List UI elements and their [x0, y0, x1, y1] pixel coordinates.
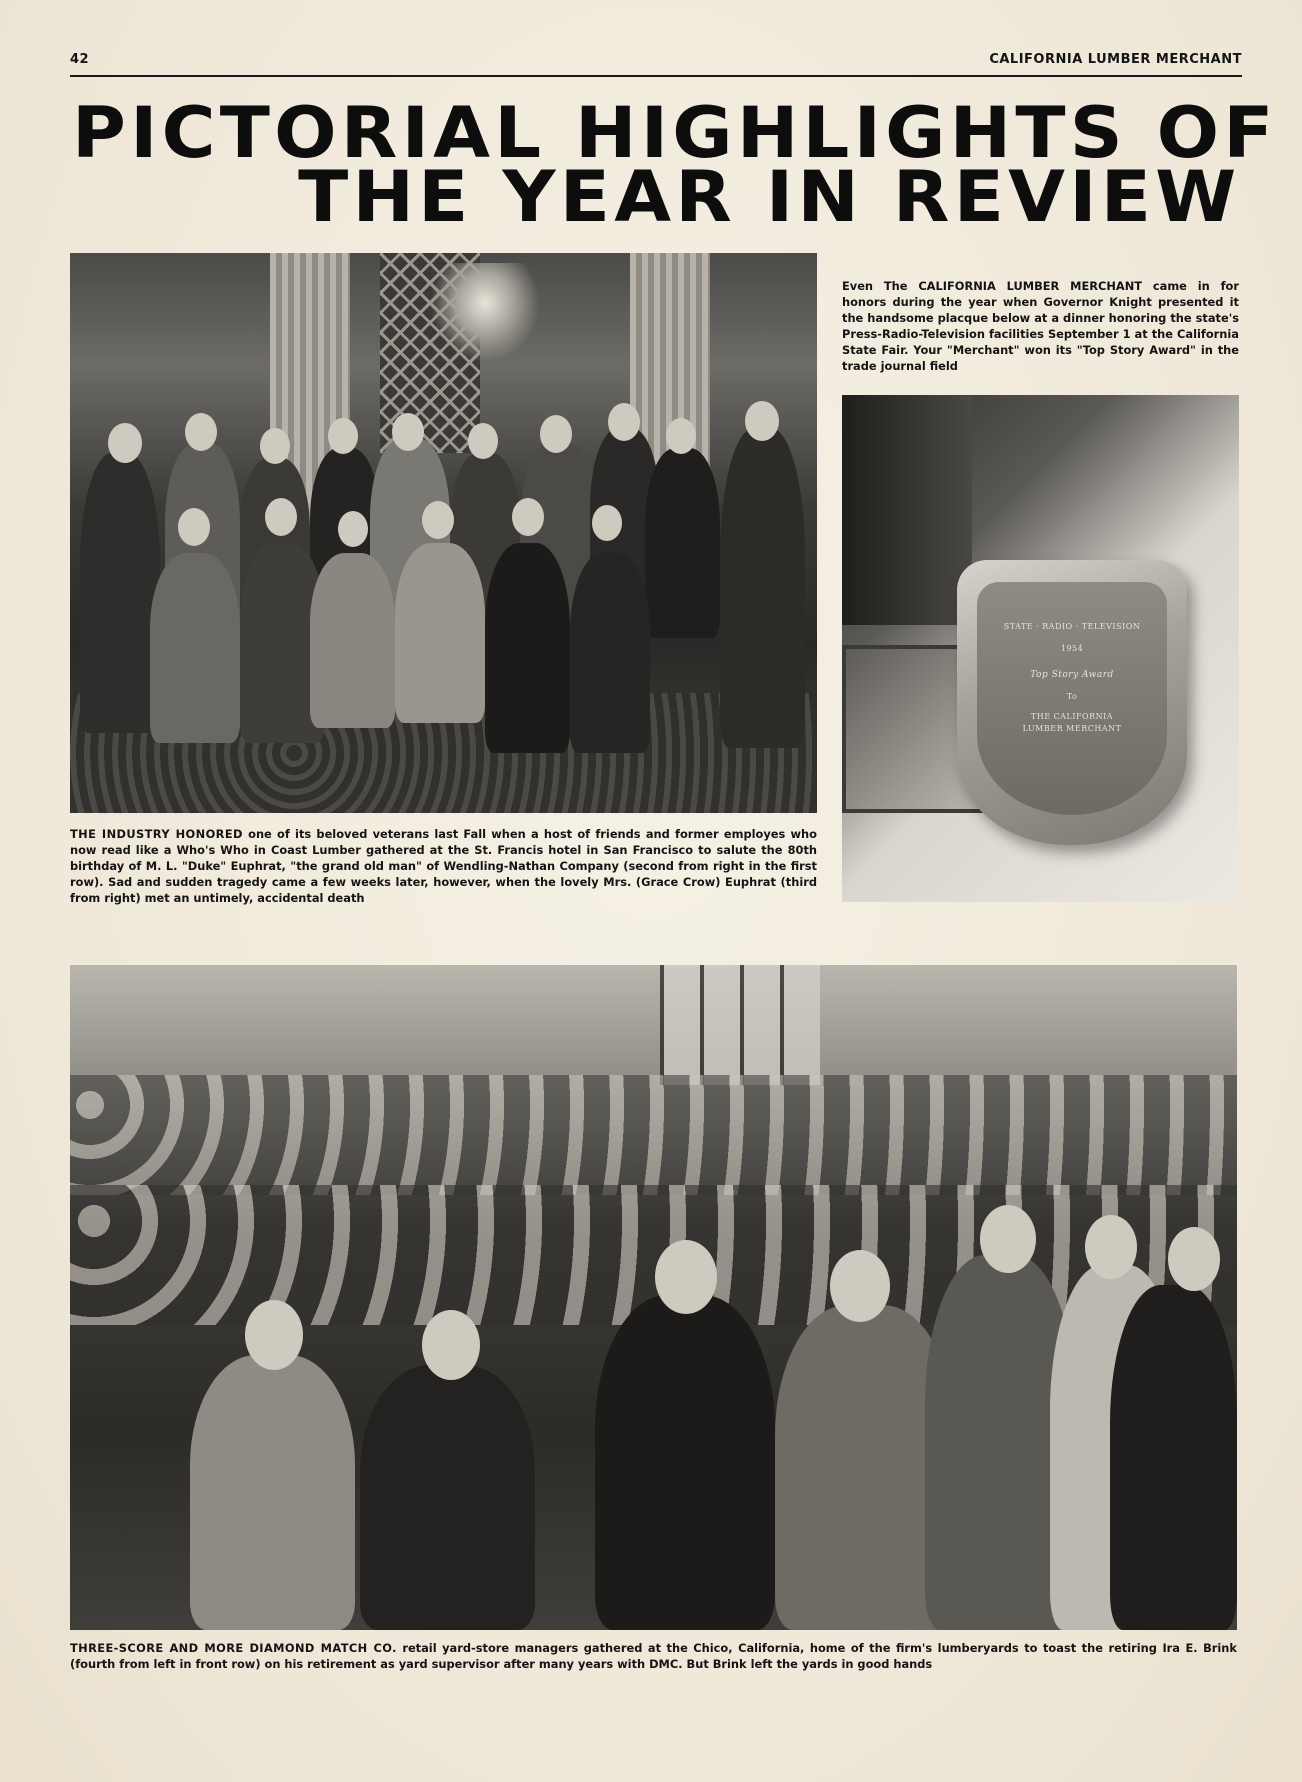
crowd-back-rows [70, 1075, 1237, 1195]
plaque-panel [977, 582, 1167, 815]
plaque-line: THE CALIFORNIA [1030, 712, 1114, 721]
standing-man [645, 448, 720, 638]
standing-man [720, 428, 805, 748]
front-row-man-ira-brink [595, 1295, 775, 1630]
face [666, 418, 696, 454]
caption-body: one of its beloved veterans last Fall when a host of friends and former employes who now read like a Who's Who in Coast Lumber gathered at the St. Francis hotel in San Francisco to salute the 80th birthday of M. L. "Duke" Euphrat, "the grand old man" of Wendling-Nathan Company (second from right in the first row). Sad and sudden tragedy came a few weeks later, however, when the lovely Mrs. (Grace Crow) Euphrat (third from right) met an untimely, accidental death [70, 827, 817, 905]
front-row-man [190, 1355, 355, 1630]
seated-man-duke-euphrat [485, 543, 570, 753]
face [655, 1240, 717, 1314]
face [422, 1310, 480, 1380]
publication-name: CALIFORNIA LUMBER MERCHANT [989, 52, 1242, 67]
caption-lead: THREE-SCORE AND MORE DIAMOND MATCH CO. [70, 1641, 397, 1655]
standing-man [80, 453, 160, 733]
face [980, 1205, 1036, 1273]
photo-banquet-group [70, 253, 817, 813]
photo-window [660, 965, 820, 1085]
seated-man [150, 553, 240, 743]
caption-lead: THE INDUSTRY HONORED [70, 827, 243, 841]
caption-body: Even The CALIFORNIA LUMBER MERCHANT came in for honors during the year when Governor Knight presented it the handsome placque below at a dinner honoring the state's Press-Radio-Television facilities September 1 at the California State Fair. Your "Merchant" won its "Top Story Award" in the trade journal field [842, 279, 1239, 373]
photo-award-plaque [842, 395, 1239, 902]
running-head [70, 50, 1242, 70]
face [1085, 1215, 1137, 1279]
face [540, 415, 572, 453]
face [745, 401, 779, 441]
face [392, 413, 424, 451]
face [245, 1300, 303, 1370]
face [468, 423, 498, 459]
plaque-line: To [1066, 692, 1078, 701]
caption-diamond-match [70, 1640, 1237, 1672]
photo-diamond-match-crowd [70, 965, 1237, 1630]
face [108, 423, 142, 463]
photo-dark-frame [842, 395, 972, 625]
face [592, 505, 622, 541]
page-number: 42 [70, 52, 90, 67]
face [830, 1250, 890, 1322]
face [260, 428, 290, 464]
plaque-line: LUMBER MERCHANT [1022, 724, 1122, 733]
front-row-man [360, 1365, 535, 1630]
face [512, 498, 544, 536]
face [328, 418, 358, 454]
header-rule [70, 75, 1242, 77]
plaque-line: Top Story Award [1030, 670, 1114, 680]
caption-body: retail yard-store managers gathered at the Chico, California, home of the firm's lumberyards to toast the retiring Ira E. Brink (fourth from left in front row) on his retirement as yard supervisor after many years with DMC. But Brink left the yards in good hands [70, 1641, 1237, 1671]
plaque-line: STATE · RADIO · TELEVISION [1003, 622, 1141, 631]
face [185, 413, 217, 451]
face [338, 511, 368, 547]
caption-merchant-award [842, 278, 1239, 374]
face [1168, 1227, 1220, 1291]
seated-woman [310, 553, 395, 728]
award-plaque [957, 560, 1187, 845]
face [422, 501, 454, 539]
seated-woman [395, 543, 485, 723]
headline-line-2: THE YEAR IN REVIEW [297, 156, 1240, 238]
face [265, 498, 297, 536]
plaque-line: 1954 [1060, 644, 1084, 653]
face [608, 403, 640, 441]
seated-woman-grace-euphrat [570, 553, 650, 753]
headline-line-1: PICTORIAL HIGHLIGHTS OF [72, 92, 1278, 174]
photo-chandelier [430, 263, 540, 363]
face [178, 508, 210, 546]
caption-industry-honored [70, 826, 817, 906]
front-row-man [1110, 1285, 1237, 1630]
